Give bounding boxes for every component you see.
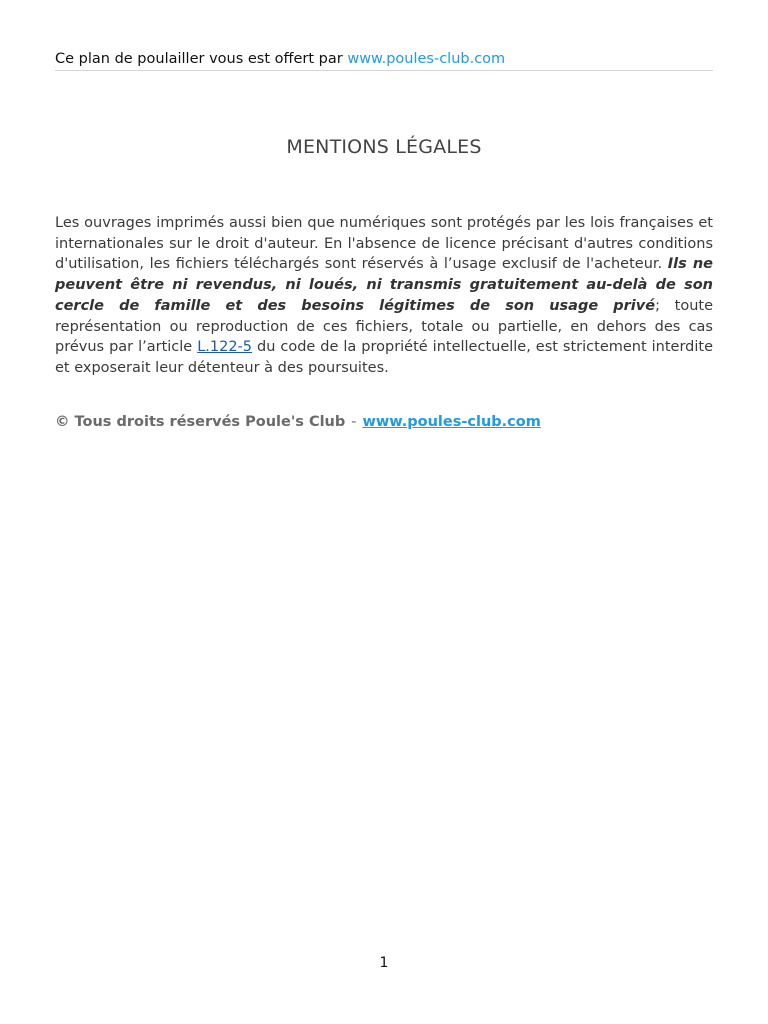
- page-number: 1: [379, 955, 389, 971]
- copyright-separator: -: [351, 414, 357, 430]
- copyright-text: © Tous droits réservés Poule's Club: [55, 414, 346, 430]
- page-header: [55, 51, 713, 71]
- paragraph-emphasis: Ils ne peuvent être ni revendus, ni loués, ni transmis gratuitement au-delà de son cercle de famille et des besoins légitimes de son usage privé: [55, 256, 713, 314]
- article-link[interactable]: L.122-5: [197, 339, 253, 356]
- header-text: Ce plan de poulailler vous est offert par: [55, 51, 348, 67]
- header-site-link[interactable]: www.poules-club.com: [347, 51, 506, 67]
- page-title: MENTIONS LÉGALES: [286, 136, 482, 158]
- legal-paragraph: [55, 213, 713, 379]
- copyright-line: [55, 414, 713, 430]
- copyright-site-link[interactable]: www.poules-club.com: [362, 414, 541, 430]
- paragraph-part3: du code de la propriété intellectuelle, est strictement interdite et exposerait leur détenteur à des poursuites.: [55, 339, 714, 376]
- paragraph-part2: ; toute représentation ou reproduction de ces fichiers, totale ou partielle, en dehors des cas prévus par l’article: [55, 297, 713, 356]
- paragraph-part1: Les ouvrages imprimés aussi bien que numériques sont protégés par les lois françaises et internationales sur le droit d'auteur. En l'absence de licence précisant d'autres conditions d'utilisation, les fichiers téléchargés sont réservés à l’usage exclusif de l'acheteur.: [55, 215, 713, 273]
